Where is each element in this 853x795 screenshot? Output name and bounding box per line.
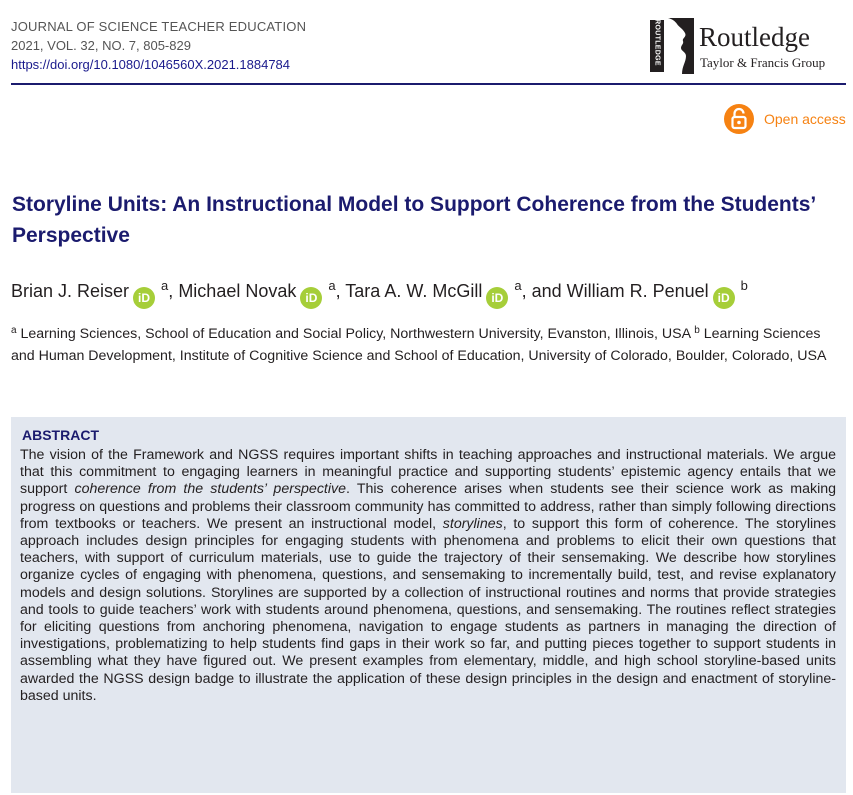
orcid-icon[interactable]: iD (300, 287, 322, 309)
affiliations (11, 320, 841, 367)
abstract-emphasis: storylines (442, 515, 503, 532)
journal-name: JOURNAL OF SCIENCE TEACHER EDUCATION (11, 19, 307, 34)
affiliation-marker: b (740, 278, 748, 293)
affiliation-marker: a (161, 278, 169, 293)
article-title: Storyline Units: An Instructional Model to Support Coherence from the Students’ Perspective (12, 193, 816, 247)
journal-citation: 2021, VOL. 32, NO. 7, 805-829 (11, 38, 191, 53)
author-separator: , (168, 281, 174, 301)
author-name[interactable]: William R. Penuel (566, 281, 709, 301)
open-access-label: Open access (764, 111, 846, 127)
open-access-badge[interactable] (724, 104, 846, 134)
author-name[interactable]: Brian J. Reiser (11, 281, 130, 301)
author-separator: , and (521, 281, 562, 301)
abstract-text-part: . This coherence arises when students see their science work as making progress on questions and problems their classroom community has committed to address, rather than simply following directions from textbooks or teachers. We present an instructional model, (20, 481, 837, 532)
journal-info (11, 17, 306, 74)
publisher-subtitle: Taylor & Francis Group (700, 55, 826, 70)
orcid-icon[interactable]: iD (486, 287, 508, 309)
affiliation-marker: a (11, 325, 17, 336)
open-lock-icon (724, 104, 754, 134)
author-list (11, 273, 748, 309)
publisher-logo (650, 18, 850, 76)
profile-head-icon (664, 18, 694, 74)
author-separator: , (335, 281, 341, 301)
author-name[interactable]: Michael Novak (178, 281, 297, 301)
header-rule (11, 83, 846, 85)
author-name[interactable]: Tara A. W. McGill (345, 281, 483, 301)
abstract-emphasis: coherence from the students’ perspective (74, 481, 346, 498)
affiliation-marker: b (694, 325, 700, 336)
abstract-text-part: The vision of the Framework and NGSS requires important shifts in teaching approaches and instructional materials. We argue that this commitment to engaging learners in meaningful practice and supporting students’ epistemic agency entails that we support (20, 447, 836, 498)
doi-link[interactable]: https://doi.org/10.1080/1046560X.2021.1884784 (11, 57, 291, 72)
abstract-heading: ABSTRACT (22, 427, 99, 443)
orcid-icon[interactable]: iD (713, 287, 735, 309)
affiliation-text: Learning Sciences, School of Education and Social Policy, Northwestern University, Evanston, Illinois, USA (20, 326, 691, 342)
publisher-name: Routledge (699, 22, 810, 52)
abstract-text-part: , to support this form of coherence. The storylines approach includes design principles for engaging students with phenomena and problems to elicit their own questions that teachers, with support of curriculum materials, use to guide the trajectory of their sensemaking. We describe how storylines organize cycles of engaging with phenomena, questions, and sensemaking to incrementally build, test, and revise explanatory models and design solutions. Storylines are supported by a collection of instructional routines and norms that provide strategies and tools to guide teachers’ work with students around phenomena, questions, and sensemaking. The routines reflect strategies for eliciting questions from anchoring phenomena, navigation to engage students as partners in managing the direction of investigations, problematizing to help students find gaps in their work so far, and putting pieces together to support students in assembling what they have figured out. We present examples from elementary, middle, and high school storyline-based units awarded the NGSS design badge to illustrate the application of these design principles in the design and enactment of storyline-based units. (20, 515, 836, 704)
publisher-vertical-text: ROUTLEDGE (653, 19, 661, 66)
publisher-vertical-mark (650, 20, 664, 72)
affiliation-marker: a (514, 278, 522, 293)
abstract-text (20, 447, 836, 705)
affiliation-text: Learning Sciences and Human Development, Institute of Cognitive Science and School of Education, University of Colorado, Boulder, Colorado, USA (11, 326, 827, 364)
affiliation-marker: a (328, 278, 336, 293)
abstract-box (11, 417, 846, 793)
orcid-icon[interactable]: iD (133, 287, 155, 309)
